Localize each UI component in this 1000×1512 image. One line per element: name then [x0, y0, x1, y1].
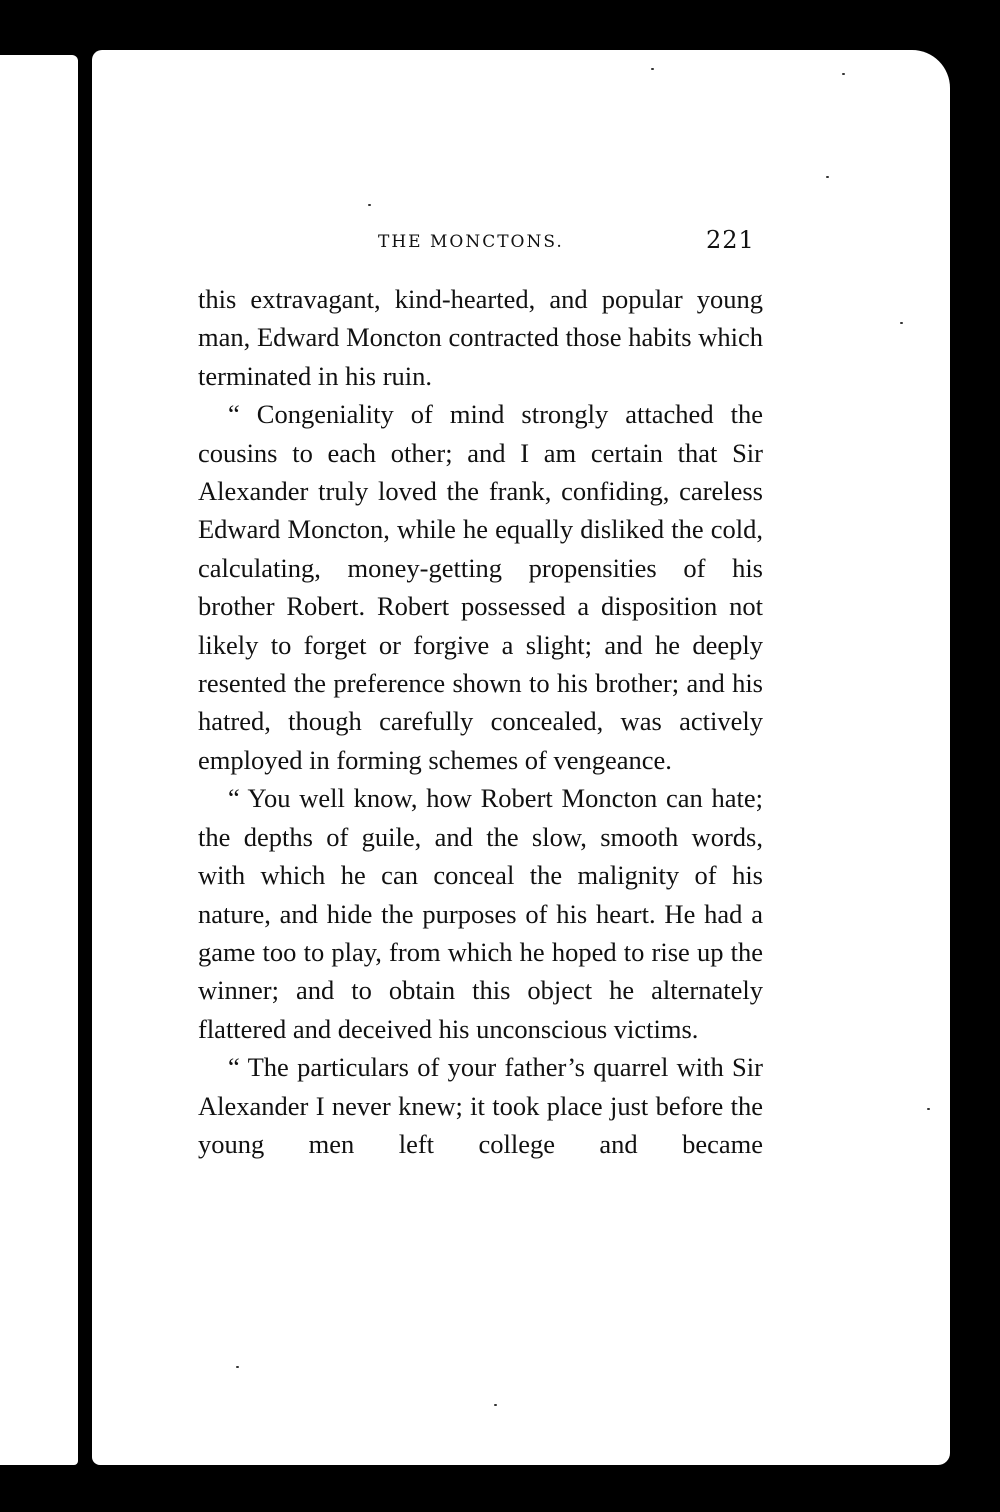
running-title: THE MONCTONS.: [378, 232, 564, 252]
ink-speck: [900, 322, 903, 324]
ink-speck: [368, 204, 371, 206]
ink-speck: [842, 73, 845, 75]
facing-page-edge: [0, 55, 78, 1465]
ink-speck: [651, 68, 654, 70]
ink-speck: [927, 1108, 930, 1110]
body-text: [198, 280, 763, 1163]
page-number: 221: [706, 226, 755, 254]
paragraph-2: “ Congeniality of mind strongly attached the cousins to each other; and I am certain that Sir Alexander truly loved the frank, confiding, careless Edward Moncton, while he equally disliked the cold, calculating, money-getting propensities of his brother Robert. Robert possessed a disposition not likely to forget or forgive a slight; and he deeply resented the preference shown to his brother; and his hatred, though carefully concealed, was actively employed in forming schemes of vengeance.: [198, 399, 763, 775]
page-header: [0, 226, 1000, 260]
ink-speck: [236, 1366, 239, 1368]
ink-speck: [826, 176, 829, 178]
ink-speck: [494, 1404, 497, 1406]
paragraph-1: this extravagant, kind-hearted, and popular young man, Edward Moncton contracted those habits which terminated in his ruin.: [198, 284, 763, 391]
paragraph-4: “ The particulars of your father’s quarrel with Sir Alexander I never knew; it took place just before the young men left college and became: [198, 1052, 763, 1159]
paragraph-3: “ You well know, how Robert Moncton can hate; the depths of guile, and the slow, smooth words, with which he can conceal the malignity of his nature, and hide the purposes of his heart. He had a game too to play, from which he hoped to rise up the winner; and to obtain this object he alternately flattered and deceived his unconscious victims.: [198, 783, 763, 1044]
